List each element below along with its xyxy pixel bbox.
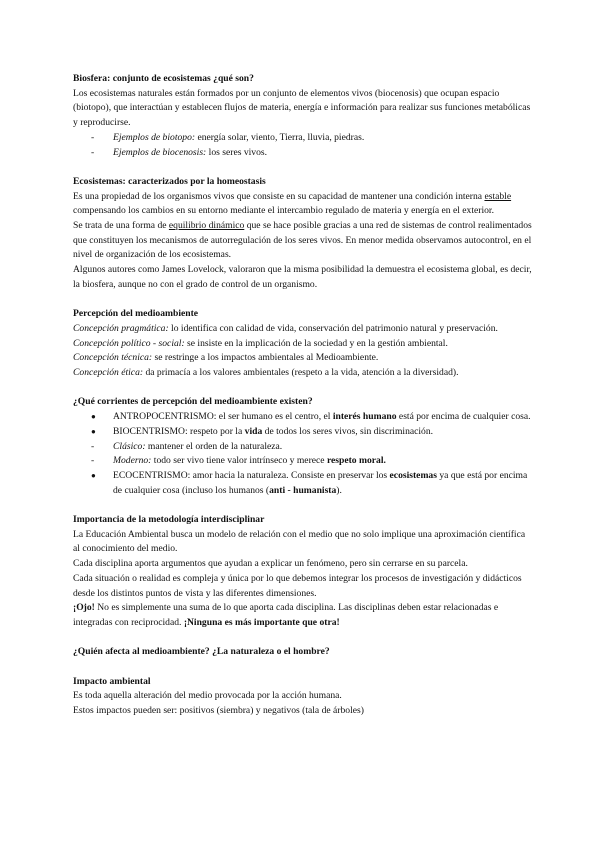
section-title: ¿Quién afecta al medioambiente? ¿La naturaleza o el hombre? bbox=[73, 646, 330, 658]
text-run: de todos los seres vivos, sin discriminación. bbox=[262, 425, 434, 437]
paragraph: Estos impactos pueden ser: positivos (siembra) y negativos (tala de árboles) bbox=[73, 705, 364, 717]
list-item bbox=[73, 131, 533, 146]
section-title: Biosfera: conjunto de ecosistemas ¿qué son? bbox=[73, 73, 254, 84]
bullet-dot: ● bbox=[91, 412, 96, 422]
text-run: ). bbox=[336, 484, 342, 496]
text-run: ANTROPOCENTRISMO: el ser humano es el centro, el bbox=[113, 411, 333, 423]
bold-text: interés humano bbox=[332, 411, 397, 423]
bold-text: ¡Ojo! bbox=[73, 602, 95, 614]
section-corrientes bbox=[73, 395, 533, 498]
bold-text: respeto moral. bbox=[326, 455, 386, 467]
text-run: Es una propiedad de los organismos vivos que consiste en su capacidad de mantener una condición interna bbox=[73, 190, 485, 202]
list-item bbox=[73, 410, 533, 425]
emphasis-text: Ejemplos de biocenosis: bbox=[113, 146, 207, 158]
section-biosfera bbox=[73, 72, 533, 160]
dash-marker: - bbox=[91, 131, 95, 143]
paragraph: Es toda aquella alteración del medio provocada por la acción humana. bbox=[73, 690, 342, 702]
bullet-dot: ● bbox=[91, 470, 96, 480]
dash-marker: - bbox=[91, 455, 95, 467]
section-title: Importancia de la metodología interdisciplinar bbox=[73, 514, 265, 526]
document-page bbox=[73, 72, 533, 719]
underlined-term: equilibrio dinámico bbox=[168, 220, 245, 232]
text-run: ECOCENTRISMO: amor hacia la naturaleza. Consiste en preservar los bbox=[113, 469, 390, 481]
section-title: Ecosistemas: caracterizados por la homeostasis bbox=[73, 175, 266, 187]
paragraph bbox=[73, 601, 533, 630]
text-run: da primacía a los valores ambientales (respeto a la vida, atención a la diversidad). bbox=[143, 367, 459, 379]
text-run: ya que está por encima de cualquier cosa (incluso los humanos ( bbox=[113, 469, 528, 496]
text-run: lo identifica con calidad de vida, conservación del patrimonio natural y preservación. bbox=[168, 322, 498, 334]
paragraph bbox=[73, 351, 533, 366]
emphasis-text: Concepción ética: bbox=[73, 367, 144, 379]
emphasis-text: Concepción pragmática: bbox=[73, 322, 169, 334]
bullet-dot: ● bbox=[91, 426, 96, 436]
text-run: mantener el orden de la naturaleza. bbox=[145, 440, 283, 452]
text-run: que se hace posible gracias a una red de sistemas de control realimentados que constituyen los mecanismos de autorregulación de los seres vivos. En menor medida observamos autocontrol, en el nivel de organización de los ecosistemas. bbox=[73, 220, 532, 261]
bold-text: ¡Ninguna es más importante que otra! bbox=[183, 616, 340, 628]
section-quien-afecta bbox=[73, 645, 533, 660]
bullet-list bbox=[73, 131, 533, 160]
dash-marker: - bbox=[91, 440, 95, 452]
bold-text: ecosistemas bbox=[389, 469, 437, 481]
paragraph bbox=[73, 190, 533, 219]
paragraph: Cada disciplina aporta argumentos que ayudan a explicar un fenómeno, pero sin cerrarse en su parcela. bbox=[73, 558, 468, 570]
section-title: ¿Qué corrientes de percepción del medioambiente existen? bbox=[73, 396, 313, 408]
list-text: los seres vivos. bbox=[206, 146, 268, 158]
section-impacto bbox=[73, 675, 533, 719]
text-run: No es simplemente una suma de lo que aporta cada disciplina. Las disciplinas deben estar relacionadas e integradas con reciprocidad. bbox=[73, 602, 499, 628]
list-item bbox=[73, 146, 533, 161]
text-run: todo ser vivo tiene valor intrínseco y merece bbox=[151, 455, 327, 467]
paragraph: Cada situación o realidad es compleja y única por lo que debemos integrar los procesos de investigación y didácticos desde los distintos puntos de vista y las diferentes dimensiones. bbox=[73, 572, 522, 599]
emphasis-text: Clásico: bbox=[113, 440, 146, 452]
emphasis-text: Concepción técnica: bbox=[73, 352, 153, 364]
bullet-list bbox=[73, 410, 533, 498]
list-item bbox=[73, 425, 533, 440]
paragraph bbox=[73, 322, 533, 337]
bold-text: vida bbox=[244, 425, 263, 437]
section-title: Percepción del medioambiente bbox=[73, 308, 199, 320]
underlined-term: estable bbox=[484, 190, 512, 202]
text-run: Se trata de una forma de bbox=[73, 220, 169, 232]
list-item bbox=[73, 454, 533, 469]
paragraph bbox=[73, 366, 533, 381]
dash-marker: - bbox=[91, 146, 95, 158]
text-run: se restringe a los impactos ambientales al Medioambiente. bbox=[152, 352, 379, 364]
text-run: está por encima de cualquier cosa. bbox=[396, 411, 531, 423]
paragraph: Algunos autores como James Lovelock, valoraron que la misma posibilidad la demuestra el ecosistema global, es decir, la biosfera, aunque no con el grado de control de un organismo. bbox=[73, 264, 532, 290]
text-run: se insiste en la implicación de la sociedad y en la gestión ambiental. bbox=[184, 337, 448, 349]
paragraph bbox=[73, 337, 533, 352]
section-homeostasis bbox=[73, 175, 533, 293]
paragraph bbox=[73, 219, 533, 263]
paragraph: La Educación Ambiental busca un modelo de relación con el medio que no solo implique una aproximación científica al conocimiento del medio. bbox=[73, 528, 526, 555]
paragraph: Los ecosistemas naturales están formados por un conjunto de elementos vivos (biocenosis) que ocupan espacio (biotopo), que interactúan y establecen flujos de materia, energía e información para realizar sus funciones metabólicas y reproducirse. bbox=[73, 87, 531, 129]
emphasis-text: Ejemplos de biotopo: bbox=[113, 131, 196, 143]
section-metodologia bbox=[73, 513, 533, 631]
section-title: Impacto ambiental bbox=[73, 675, 151, 687]
text-run: compensando los cambios en su entorno mediante el intercambio regulado de materia y energía en el exterior. bbox=[73, 205, 495, 217]
list-item bbox=[73, 440, 533, 455]
section-percepcion bbox=[73, 307, 533, 381]
emphasis-text: Concepción político - social: bbox=[73, 337, 185, 349]
list-item bbox=[73, 469, 533, 498]
bold-text: anti - humanista bbox=[269, 484, 337, 496]
text-run: BIOCENTRISMO: respeto por la bbox=[113, 425, 245, 437]
list-text: energía solar, viento, Tierra, lluvia, piedras. bbox=[195, 131, 365, 143]
emphasis-text: Moderno: bbox=[113, 455, 152, 467]
